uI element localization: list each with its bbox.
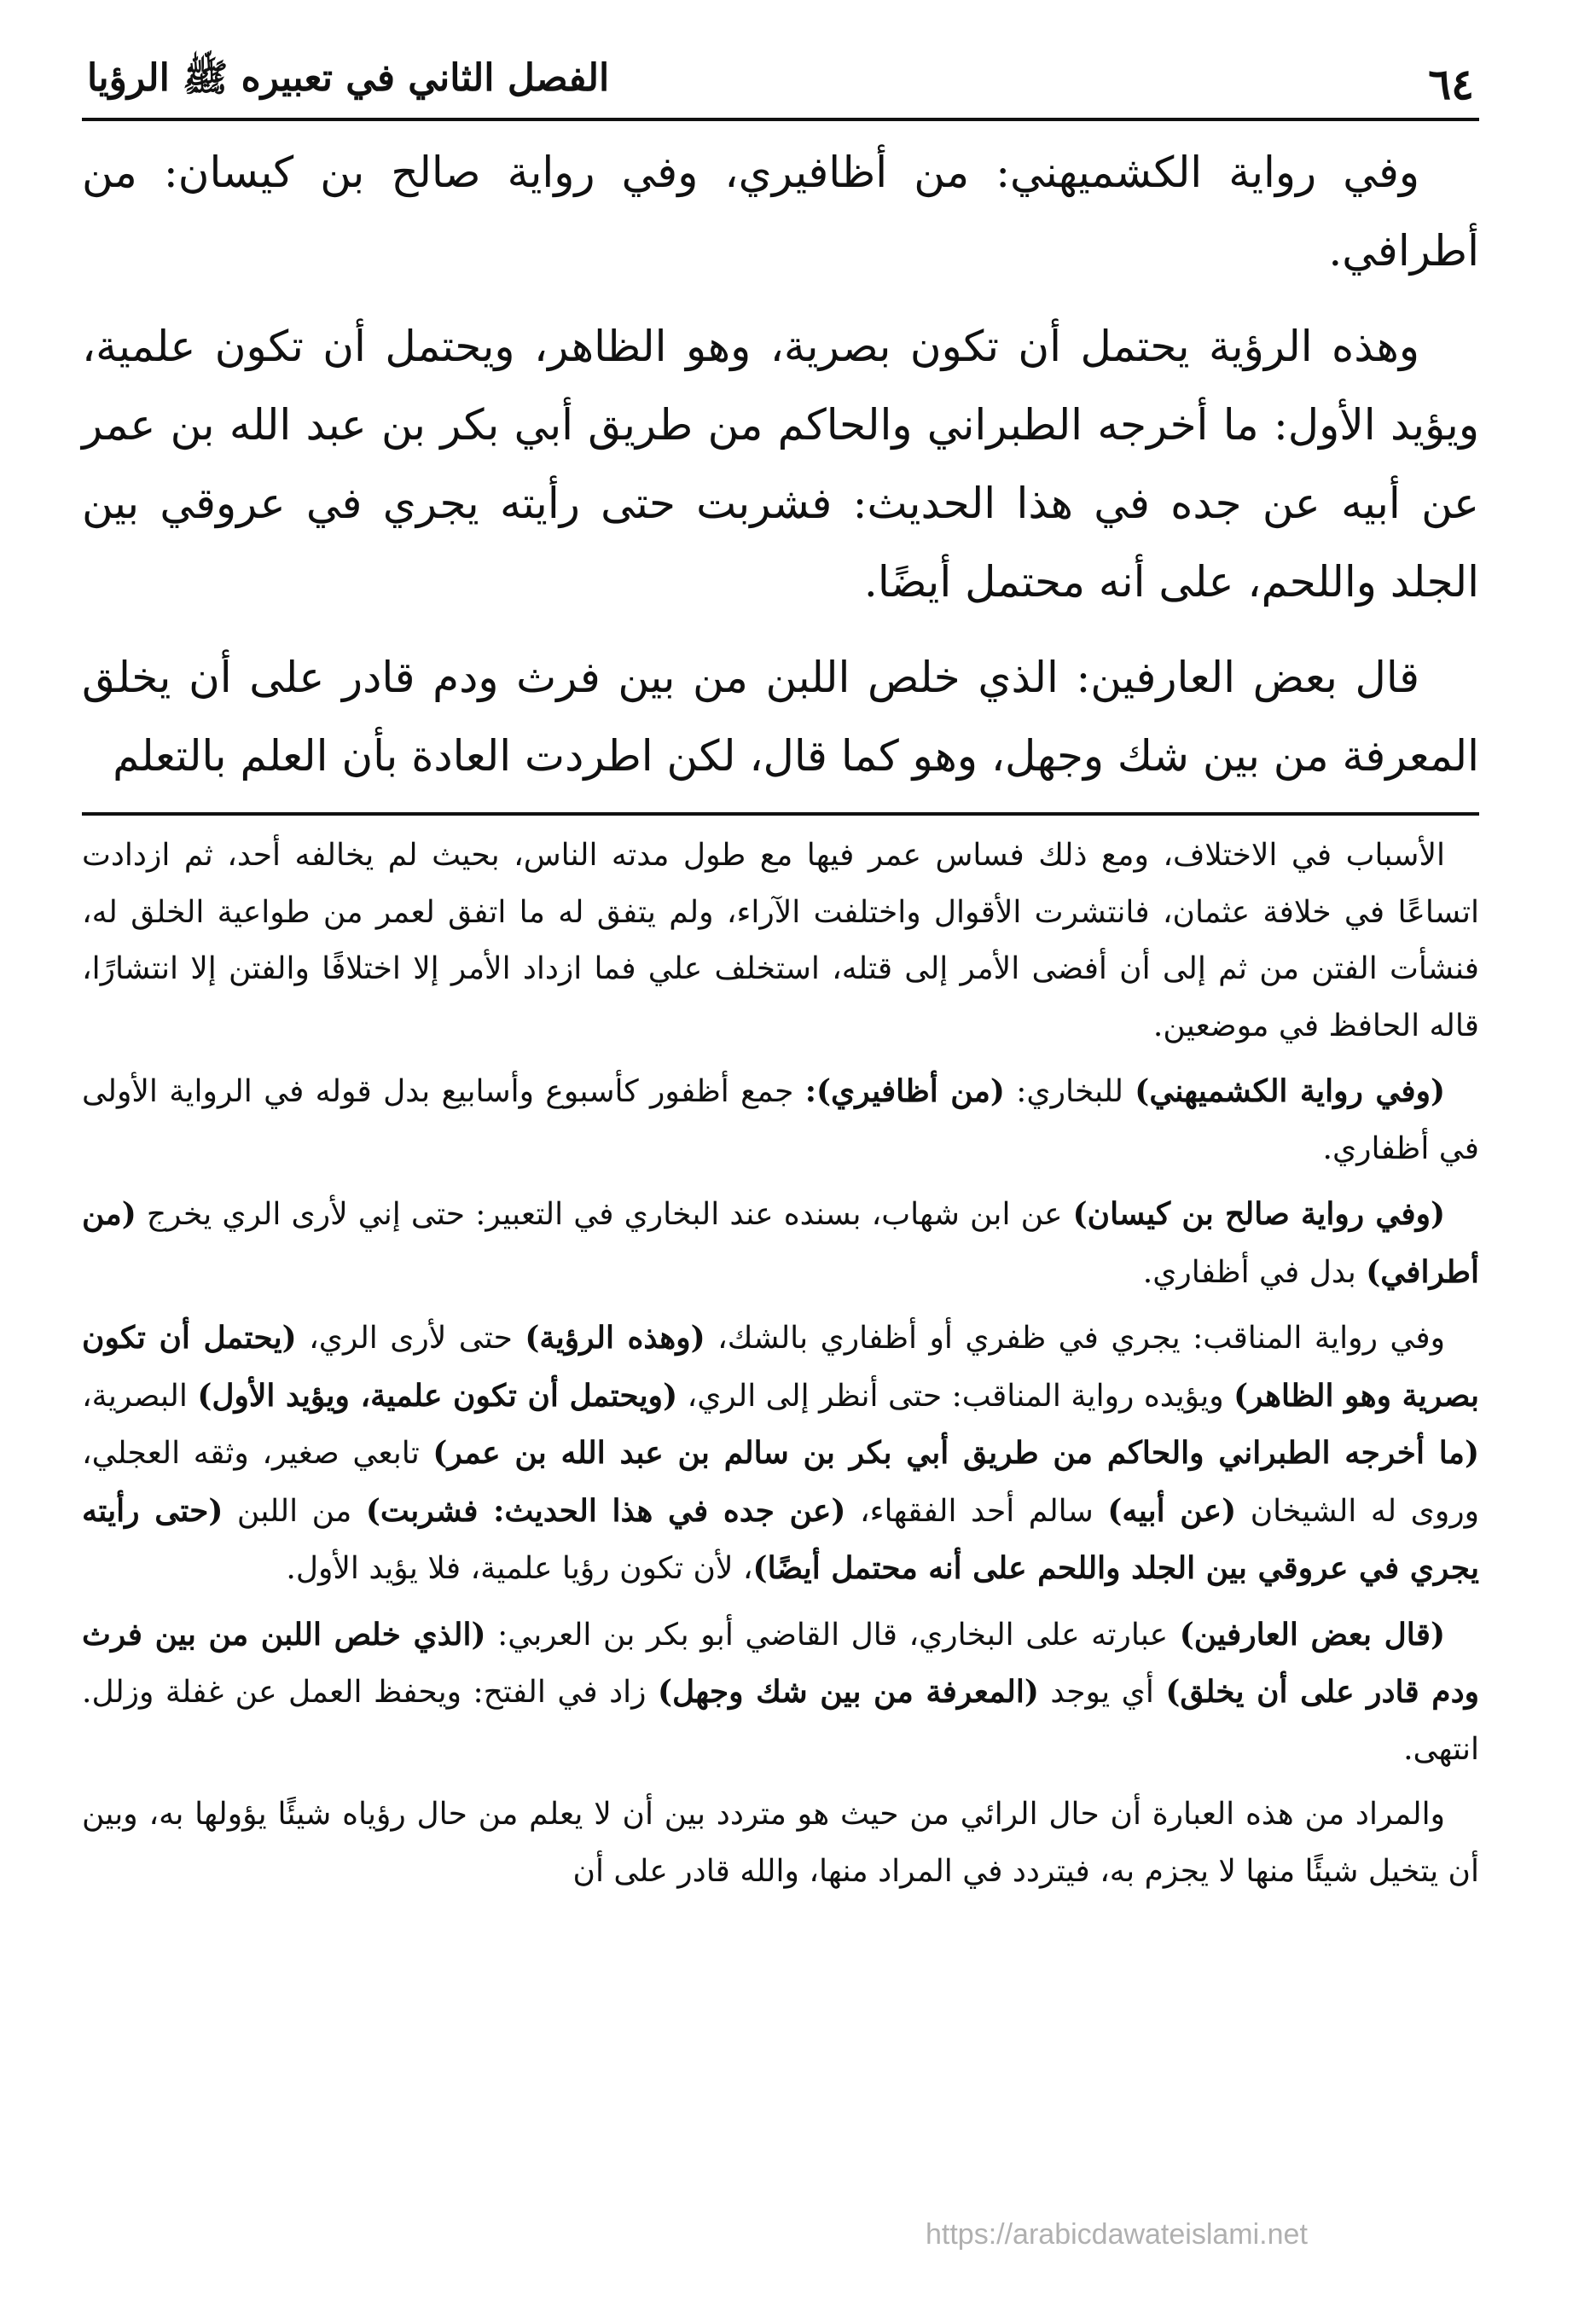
quoted-text: (عن جده في هذا الحديث: فشربت) <box>365 1492 846 1529</box>
commentary-text: من اللبن <box>223 1493 366 1529</box>
commentary-text: زاد في الفتح: ويحفظ العمل عن غفلة وزلل. انتهى. <box>82 1675 1479 1767</box>
quoted-text: (عن أبيه) <box>1107 1492 1237 1529</box>
page-number: ٦٤ <box>1428 59 1474 109</box>
quoted-text: (وفي رواية صالح بن كيسان) <box>1072 1196 1445 1232</box>
quoted-text: (قال بعض العارفين) <box>1179 1616 1445 1653</box>
commentary-text: والمراد من هذه العبارة أن حال الرائي من حيث هو متردد بين أن لا يعلم من حال رؤياه شيئًا يؤولها به، وبين أن يتخيل شيئًا منها لا يجزم به، فيتردد في المراد منها، والله قادر على أن <box>82 1797 1479 1889</box>
commentary-text: حتى لأرى الري، <box>296 1321 525 1356</box>
quoted-text: (المعرفة من بين شك وجهل) <box>658 1674 1039 1710</box>
commentary-text: الأسباب في الاختلاف، ومع ذلك فساس عمر فيها مع طول مدته الناس، بحيث لم يخالفه أحد، ثم ازدادت اتساعًا في خلافة عثمان، فانتشرت الأقوال واختلفت الآراء، ولم يتفق له ما اتفق لعمر من طواعية الخلق له، فنشأت الفتن من ثم إلى أن أفضى الأمر إلى قتله، استخلف علي فما ازداد الأمر إلا اختلافًا والفتن إلا انتشارًا، قاله الحافظ في موضعين. <box>82 838 1479 1043</box>
quoted-text: (ما أخرجه الطبراني والحاكم من طريق أبي بكر بن سالم بن عبد الله بن عمر) <box>432 1435 1479 1471</box>
main-paragraph: وهذه الرؤية يحتمل أن تكون بصرية، وهو الظاهر، ويحتمل أن تكون علمية، ويؤيد الأول: ما أخرجه الطبراني والحاكم من طريق أبي بكر بن عبد الله بن عمر عن أبيه عن جده في هذا الحديث: فشربت حتى رأيته يجري في عروقي بين الجلد واللحم، على أنه محتمل أيضًا. <box>82 322 1479 607</box>
commentary-text: عن ابن شهاب، بسنده عند البخاري في التعبير: حتى إني لأرى الري يخرج <box>136 1197 1073 1232</box>
commentary-text: تابعي صغير، وثقه العجلي، وروى له الشيخان <box>82 1436 1479 1529</box>
commentary-text: البصرية، <box>82 1378 198 1414</box>
commentary-paragraph <box>82 1787 1479 1900</box>
chapter-title: الفصل الثاني في تعبيره ﷺ الرؤيا <box>87 56 610 100</box>
commentary-text: ، لأن تكون رؤيا علمية، فلا يؤيد الأول. <box>286 1551 753 1586</box>
watermark-url: https://arabicdawateislami.net <box>926 2218 1308 2251</box>
commentary-text: بدل في أظفاري. <box>1142 1254 1367 1290</box>
main-paragraph: قال بعض العارفين: الذي خلص اللبن من بين فرث ودم قادر على أن يخلق المعرفة من بين شك وجهل، وهو كما قال، لكن اطردت العادة بأن العلم بالتعلم <box>82 653 1479 781</box>
quoted-text: (ويحتمل أن تكون علمية، ويؤيد الأول) <box>197 1377 678 1414</box>
quoted-text: (حتى رأيته يجري في عروقي بين الجلد واللحم على أنه محتمل أيضًا) <box>82 1492 1479 1586</box>
quoted-text: (من أطرافي) <box>82 1196 1479 1290</box>
commentary-paragraph <box>82 1606 1479 1779</box>
commentary-paragraph <box>82 1310 1479 1598</box>
commentary-paragraph <box>82 1186 1479 1301</box>
running-header <box>82 43 1479 121</box>
commentary-paragraph <box>82 828 1479 1055</box>
quoted-text: (يحتمل أن تكون بصرية وهو الظاهر) <box>82 1320 1479 1414</box>
commentary-text: أي يوجد <box>1038 1675 1166 1710</box>
quoted-text: (من أظافيري): <box>804 1073 1005 1109</box>
commentary-section <box>82 828 1479 1900</box>
commentary-text: للبخاري: <box>1004 1074 1135 1109</box>
commentary-text: وفي رواية المناقب: يجري في ظفري أو أظفاري بالشك، <box>705 1321 1446 1356</box>
main-paragraph: وفي رواية الكشميهني: من أظافيري، وفي رواية صالح بن كيسان: من أطرافي. <box>82 148 1479 276</box>
commentary-text: ويؤيده رواية المناقب: حتى أنظر إلى الري، <box>677 1378 1234 1414</box>
commentary-text: عبارته على البخاري، قال القاضي أبو بكر بن العربي: <box>485 1617 1180 1653</box>
quoted-text: (الذي خلص اللبن من بين فرث ودم قادر على أن يخلق) <box>82 1616 1480 1710</box>
footnote-separator <box>82 812 1479 816</box>
commentary-text: جمع أظفور كأسبوع وأسابيع بدل قوله في الرواية الأولى في أظفاري. <box>82 1074 1479 1166</box>
commentary-text: سالم أحد الفقهاء، <box>845 1493 1108 1529</box>
quoted-text: (وفي رواية الكشميهني) <box>1135 1073 1446 1109</box>
quoted-text: (وهذه الرؤية) <box>525 1320 705 1356</box>
main-text <box>82 133 1479 795</box>
commentary-paragraph <box>82 1063 1479 1177</box>
